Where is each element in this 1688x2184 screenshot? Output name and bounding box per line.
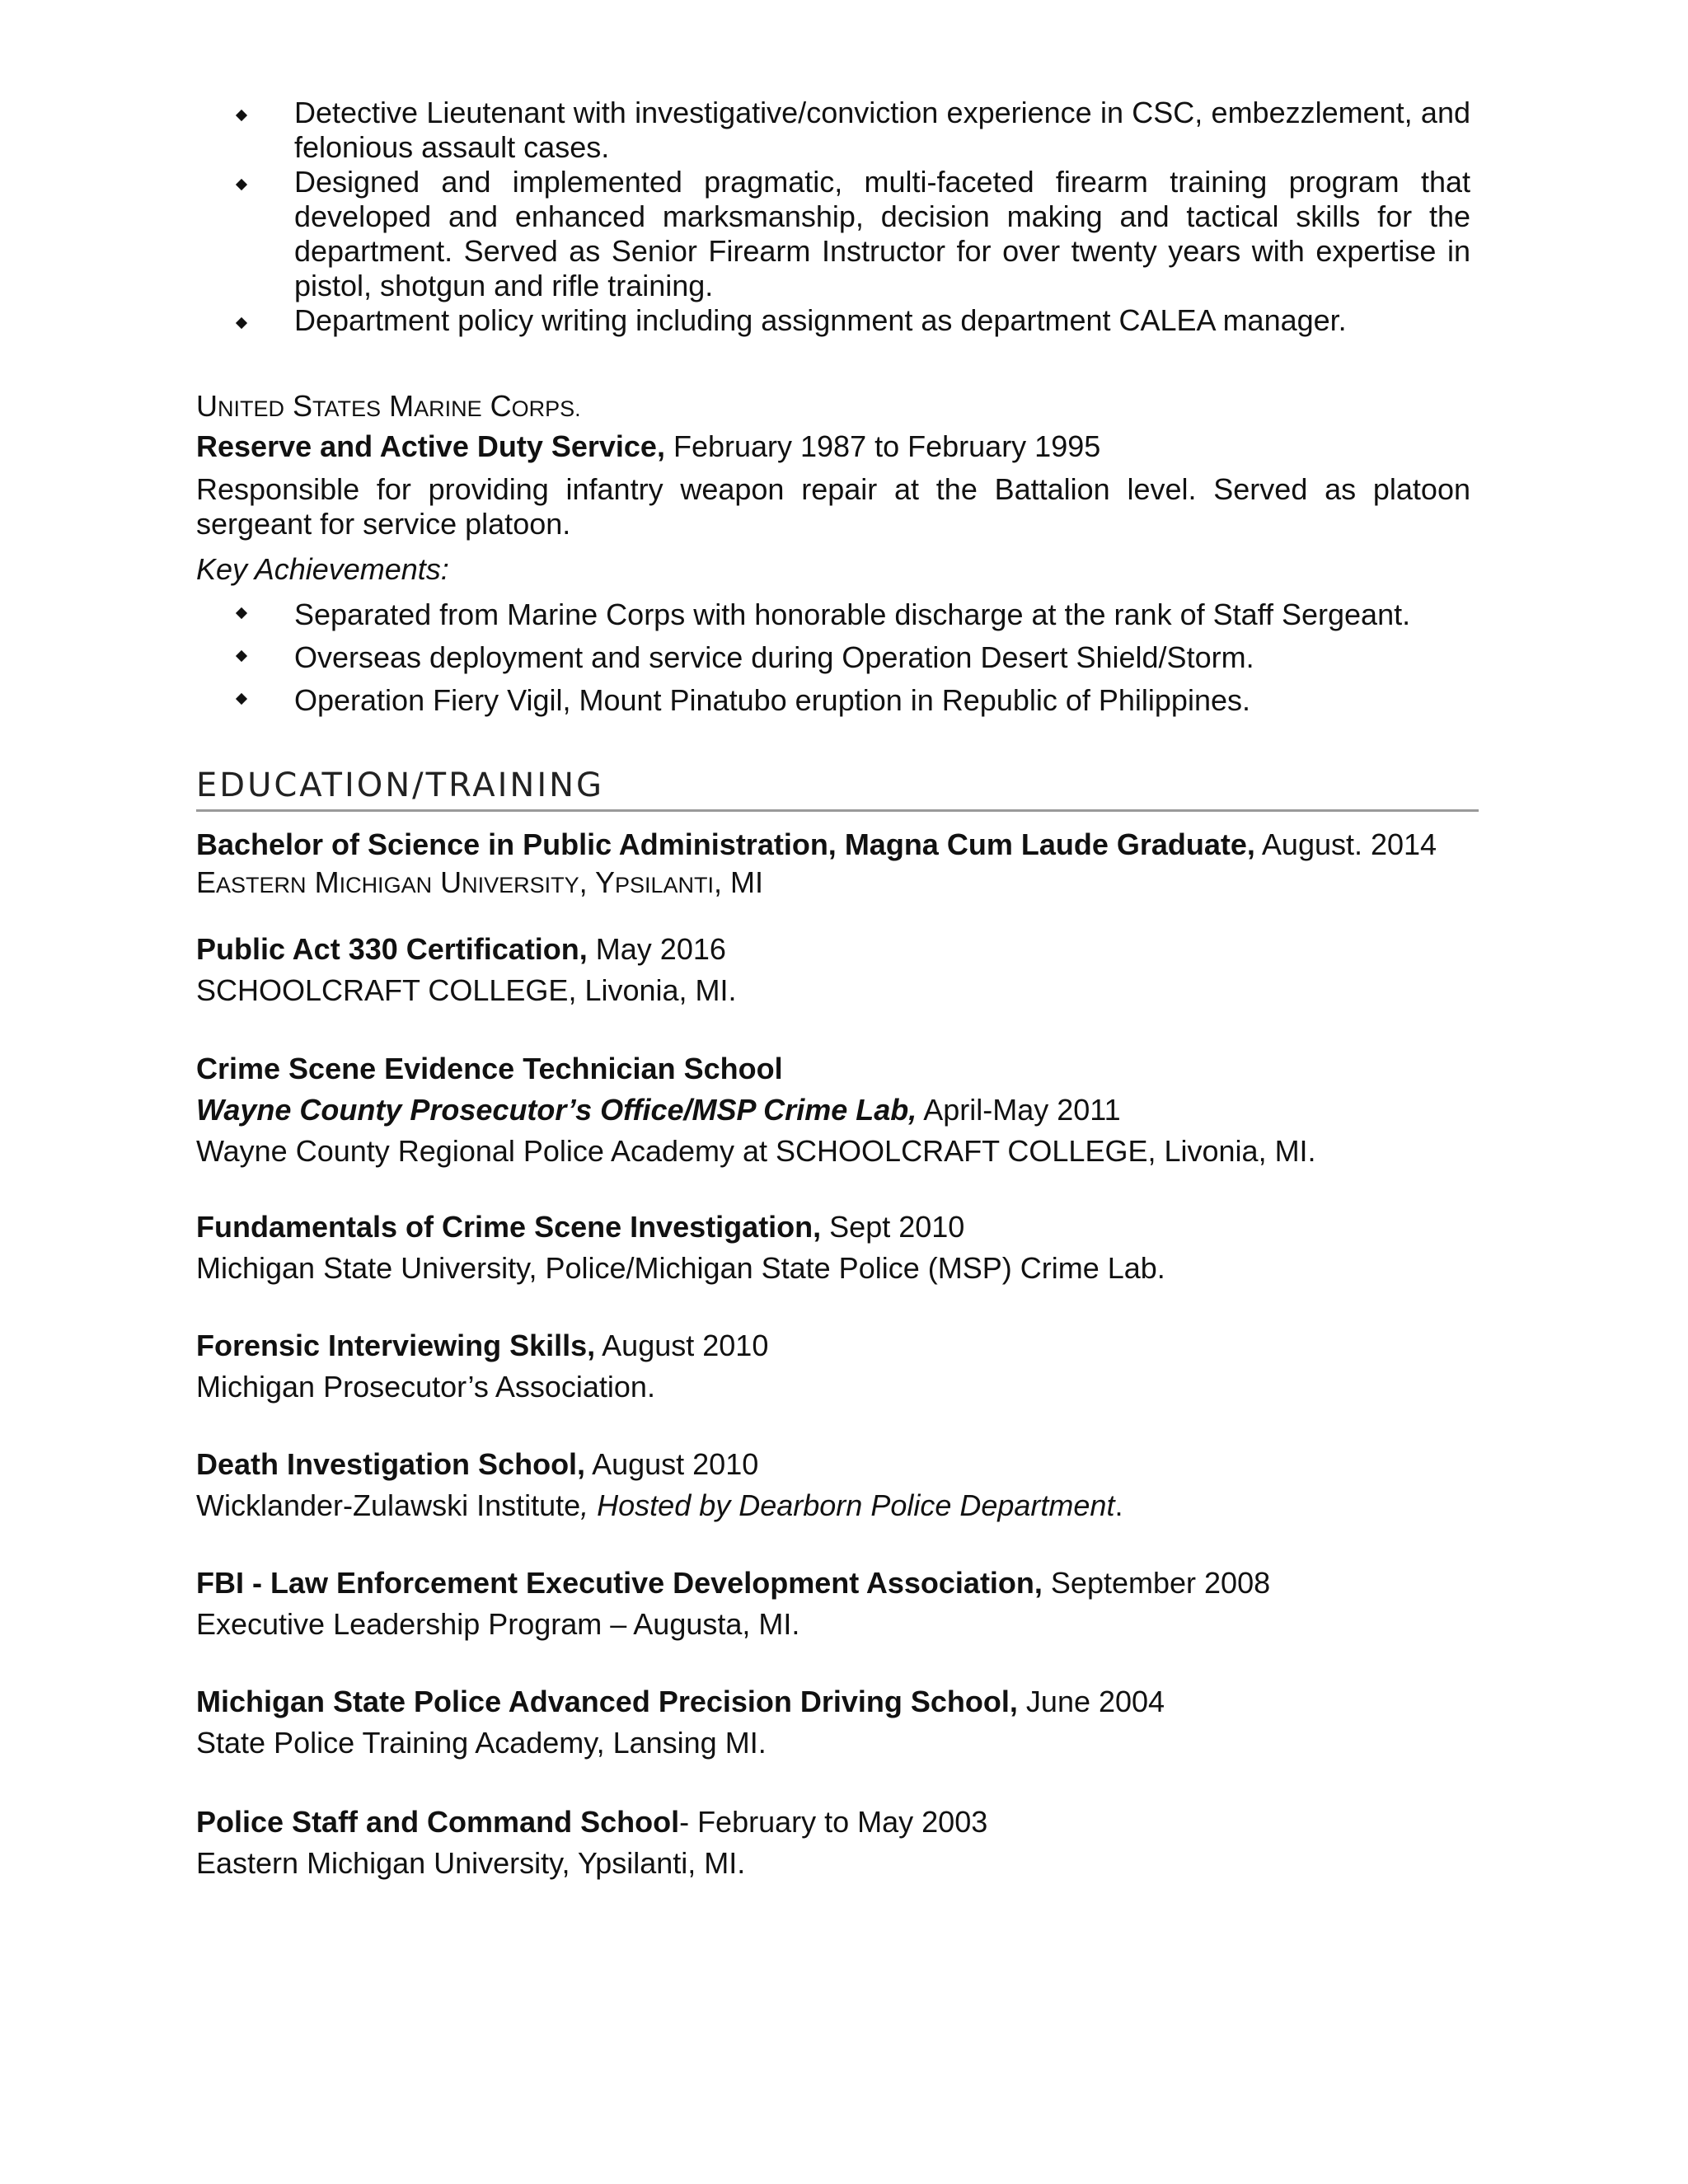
achievements-label: Key Achievements:: [196, 552, 449, 586]
training-title-line: Michigan State Police Advanced Precision Driving School, June 2004: [196, 1685, 1165, 1718]
list-item: [196, 96, 1470, 165]
bullet-diamond-icon: [236, 179, 247, 190]
training-detail: Executive Leadership Program – Augusta, MI.: [196, 1607, 800, 1641]
employer-name: UNITED STATES MARINE CORPS.: [196, 389, 581, 423]
list-item-text: Department policy writing including assignment as department CALEA manager.: [294, 303, 1347, 337]
training-title-line: Public Act 330 Certification, May 2016: [196, 932, 726, 966]
list-item-text: Designed and implemented pragmatic, multi-faceted firearm training program that developed and enhanced marksmanship, decision making and tactical skills for the department. Served as Senior Firearm Instructor for over twenty years with expertise in pistol, shotgun and rifle training.: [294, 165, 1470, 302]
bullet-diamond-icon: [236, 607, 247, 619]
degree-line: [196, 827, 1437, 862]
marine-achievements-list: [196, 593, 1470, 722]
training-title-line: Forensic Interviewing Skills, August 2010: [196, 1329, 769, 1362]
role-description: Responsible for providing infantry weapon repair at the Battalion level. Served as platoon sergeant for service platoon.: [196, 472, 1470, 541]
list-item: [196, 165, 1470, 303]
list-item: [196, 679, 1470, 722]
list-item-text: Operation Fiery Vigil, Mount Pinatubo eruption in Republic of Philippines.: [294, 683, 1250, 717]
role-line: [196, 429, 1100, 464]
degree-date: August. 2014: [1254, 827, 1437, 861]
training-detail: Eastern Michigan University, Ypsilanti, MI.: [196, 1846, 746, 1880]
training-title-line: Police Staff and Command School- February to May 2003: [196, 1805, 988, 1839]
role-dates: February 1987 to February 1995: [664, 429, 1101, 463]
list-item-text: Overseas deployment and service during Operation Desert Shield/Storm.: [294, 640, 1254, 674]
section-heading-education: EDUCATION/TRAINING: [196, 766, 1479, 812]
training-detail: Wicklander-Zulawski Institute, Hosted by Dearborn Police Department.: [196, 1488, 1123, 1522]
bullet-diamond-icon: [236, 693, 247, 705]
training-detail: SCHOOLCRAFT COLLEGE, Livonia, MI.: [196, 973, 737, 1007]
bullet-diamond-icon: [236, 110, 247, 121]
training-title-line: Crime Scene Evidence Technician School: [196, 1052, 783, 1085]
list-item-text: Detective Lieutenant with investigative/conviction experience in CSC, embezzlement, and felonious assault cases.: [294, 96, 1470, 164]
training-detail: Michigan State University, Police/Michigan State Police (MSP) Crime Lab.: [196, 1251, 1165, 1285]
list-item: [196, 303, 1470, 338]
training-detail: Wayne County Regional Police Academy at SCHOOLCRAFT COLLEGE, Livonia, MI.: [196, 1134, 1316, 1168]
role-title: Reserve and Active Duty Service,: [196, 429, 665, 463]
training-detail: State Police Training Academy, Lansing MI.: [196, 1726, 767, 1760]
degree-title: Bachelor of Science in Public Administration, Magna Cum Laude Graduate,: [196, 827, 1255, 861]
list-item: [196, 593, 1470, 636]
training-title-line: FBI - Law Enforcement Executive Development Association, September 2008: [196, 1566, 1271, 1600]
degree-school: EASTERN MICHIGAN UNIVERSITY, YPSILANTI, MI: [196, 865, 764, 899]
training-title-line: Death Investigation School, August 2010: [196, 1447, 759, 1481]
police-achievements-list: [196, 96, 1470, 338]
training-subtitle-line: Wayne County Prosecutor’s Office/MSP Crime Lab, April-May 2011: [196, 1093, 1121, 1127]
list-item-text: Separated from Marine Corps with honorable discharge at the rank of Staff Sergeant.: [294, 598, 1411, 631]
bullet-diamond-icon: [236, 317, 247, 329]
list-item: [196, 636, 1470, 679]
bullet-diamond-icon: [236, 650, 247, 662]
training-detail: Michigan Prosecutor’s Association.: [196, 1370, 655, 1404]
training-title-line: Fundamentals of Crime Scene Investigation, Sept 2010: [196, 1210, 965, 1244]
